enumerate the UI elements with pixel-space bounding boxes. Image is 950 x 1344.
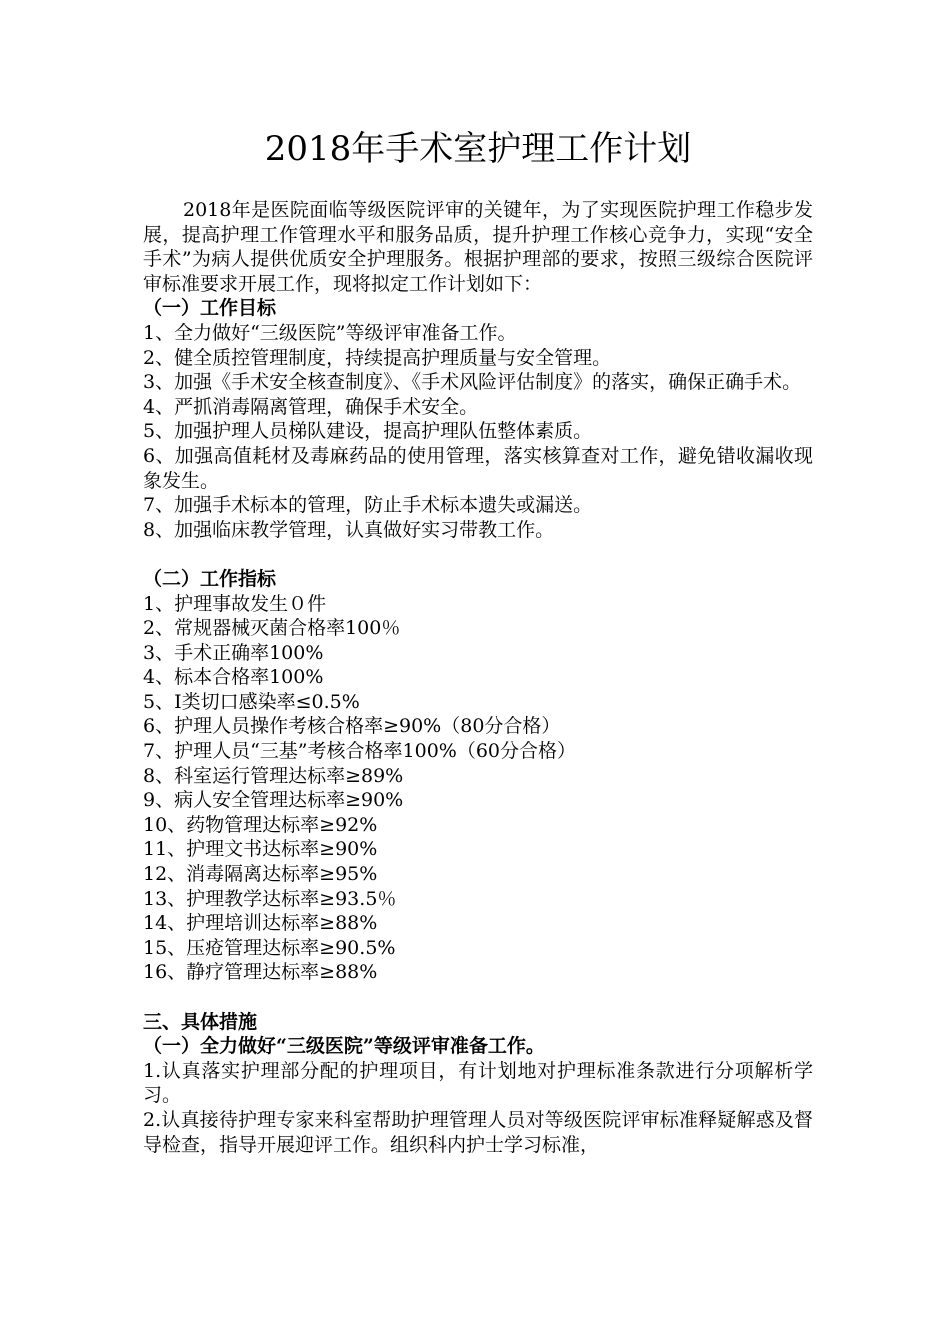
goal-item: 1、全力做好“三级医院”等级评审准备工作。	[143, 321, 517, 344]
indicator-item: 14、护理培训达标率≥88%	[143, 912, 378, 935]
indicator-item: 7、护理人员“三基”考核合格率100%（60分合格）	[143, 740, 577, 763]
indicator-item: 2、常规器械灭菌合格率100％	[143, 617, 401, 640]
indicator-item: 12、消毒隔离达标率≥95%	[143, 863, 378, 886]
indicator-item: 8、科室运行管理达标率≥89%	[143, 764, 404, 787]
document-title: 2018年手术室护理工作计划	[264, 129, 692, 169]
goal-item: 8、加强临床教学管理，认真做好实习带教工作。	[143, 518, 555, 541]
indicator-item: 9、病人安全管理达标率≥90%	[143, 789, 404, 812]
goal-item: 7、加强手术标本的管理，防止手术标本遗失或漏送。	[143, 494, 593, 517]
measure-item: 1.认真落实护理部分配的护理项目，有计划地对护理标准条款进行分项解析学习。	[143, 1059, 813, 1107]
indicator-item: 13、护理教学达标率≥93.5％	[143, 887, 397, 910]
indicator-item: 1、护理事故发生０件	[143, 592, 327, 615]
indicator-item: 16、静疗管理达标率≥88%	[143, 961, 378, 984]
goal-item: 6、加强高值耗材及毒麻药品的使用管理，落实核算查对工作，避免错收漏收现象发生。	[143, 444, 813, 492]
document-body	[143, 198, 813, 1157]
goal-item: 2、健全质控管理制度，持续提高护理质量与安全管理。	[143, 346, 612, 369]
section3-subheading: （一）全力做好“三级医院”等级评审准备工作。	[143, 1035, 545, 1058]
indicator-item: 3、手术正确率100%	[143, 641, 324, 664]
indicator-item: 11、护理文书达标率≥90%	[143, 838, 378, 861]
blank-line	[143, 542, 813, 567]
section2-heading: （二）工作指标	[143, 567, 277, 590]
section1-heading: （一）工作目标	[143, 297, 277, 320]
goal-item: 4、严抓消毒隔离管理，确保手术安全。	[143, 395, 479, 418]
indicator-item: 10、药物管理达标率≥92%	[143, 813, 378, 836]
indicator-item: 5、Ⅰ类切口感染率≤0.5%	[143, 690, 360, 713]
indicator-item: 6、护理人员操作考核合格率≥90%（80分合格）	[143, 715, 561, 738]
goal-item: 3、加强《手术安全核查制度》、《手术风险评估制度》的落实，确保正确手术。	[143, 371, 802, 394]
intro-paragraph: 2018年是医院面临等级医院评审的关键年，为了实现医院护理工作稳步发展，提高护理工作管理水平和服务品质，提升护理工作核心竞争力，实现“安全手术”为病人提供优质安全护理服务。根据护理部的要求，按照三级综合医院评审标准要求开展工作，现将拟定工作计划如下：	[143, 199, 813, 295]
indicator-item: 4、标本合格率100%	[143, 666, 324, 689]
goal-item: 5、加强护理人员梯队建设，提高护理队伍整体素质。	[143, 420, 593, 443]
section3-heading: 三、具体措施	[143, 1010, 258, 1033]
blank-line	[143, 985, 813, 1010]
indicator-item: 15、压疮管理达标率≥90.5%	[143, 936, 396, 959]
measure-item: 2.认真接待护理专家来科室帮助护理管理人员对等级医院评审标准释疑解惑及督导检查，指导开展迎评工作。组织科内护士学习标准，	[143, 1108, 813, 1156]
